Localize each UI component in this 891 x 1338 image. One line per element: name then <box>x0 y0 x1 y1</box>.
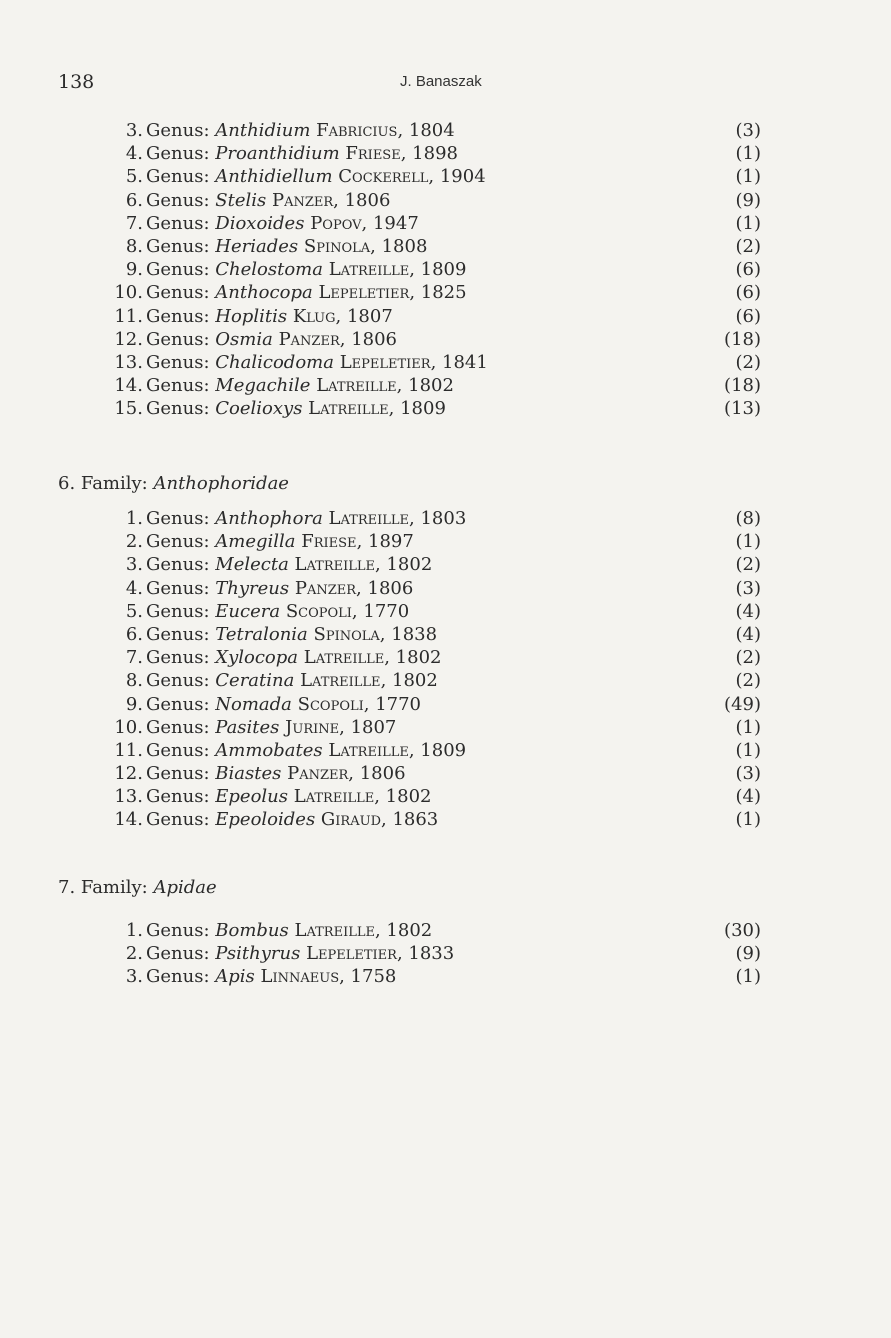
genus-label: Genus: <box>146 508 210 529</box>
genus-row <box>0 397 891 420</box>
row-number: 4. <box>125 577 143 599</box>
genus-year: , 1804 <box>397 120 455 141</box>
genus-label: Genus: <box>146 189 210 211</box>
row-number: 6. <box>125 189 143 211</box>
species-count: (1) <box>735 716 761 738</box>
genus-author: Fabricius <box>316 120 398 141</box>
row-number: 9. <box>125 259 143 281</box>
row-number: 3. <box>125 120 143 141</box>
species-count: (2) <box>735 670 761 692</box>
row-number: 11. <box>114 739 143 761</box>
genus-row <box>0 623 891 646</box>
genus-row <box>0 669 891 692</box>
genus-name: Anthidium <box>215 120 311 141</box>
genus-name: Chalicodoma <box>215 351 334 373</box>
genus-entry <box>146 577 413 600</box>
family-heading-apidae <box>58 876 217 900</box>
genus-name: Megachile <box>215 375 311 397</box>
genus-year: , 1758 <box>339 966 397 988</box>
species-count: (8) <box>735 508 761 529</box>
genus-year: , 1947 <box>361 212 419 234</box>
genus-entry <box>146 165 486 188</box>
genus-label: Genus: <box>146 554 210 576</box>
genus-name: Hoplitis <box>215 305 288 327</box>
genus-author: Latreille <box>328 508 410 529</box>
genus-list-continued <box>0 119 891 420</box>
genus-label: Genus: <box>146 120 210 141</box>
genus-entry <box>146 808 438 831</box>
family-name: Anthophoridae <box>153 473 289 494</box>
genus-name: Biastes <box>215 763 282 785</box>
genus-row <box>0 646 891 669</box>
genus-year: , 1806 <box>356 577 414 599</box>
row-number: 14. <box>114 809 143 831</box>
genus-label: Genus: <box>146 143 210 165</box>
genus-label: Genus: <box>146 259 210 281</box>
row-number: 7. <box>125 212 143 234</box>
row-number: 5. <box>125 600 143 622</box>
genus-entry <box>146 142 458 165</box>
genus-label: Genus: <box>146 966 210 988</box>
genus-author: Latreille <box>308 398 389 420</box>
genus-entry <box>146 623 437 646</box>
species-count: (13) <box>724 398 761 420</box>
genus-label: Genus: <box>146 739 210 761</box>
genus-year: , 1802 <box>374 786 432 808</box>
species-count: (18) <box>724 375 761 397</box>
genus-name: Thyreus <box>215 577 290 599</box>
row-number: 9. <box>125 693 143 715</box>
row-number: 10. <box>114 716 143 738</box>
genus-year: , 1803 <box>409 508 467 529</box>
genus-name: Dioxoides <box>215 212 305 234</box>
row-number: 3. <box>125 966 143 988</box>
genus-author: Spinola <box>313 623 380 645</box>
genus-year: , 1770 <box>363 693 422 715</box>
species-count: (2) <box>735 554 761 576</box>
genus-name: Chelostoma <box>215 259 323 281</box>
genus-entry <box>146 189 390 212</box>
row-number: 11. <box>114 305 143 327</box>
genus-label: Genus: <box>146 235 210 257</box>
genus-row <box>0 119 891 142</box>
genus-entry <box>146 328 397 351</box>
species-count: (3) <box>735 577 761 599</box>
genus-entry <box>146 785 432 808</box>
genus-name: Ceratina <box>215 670 295 692</box>
genus-entry <box>146 119 455 142</box>
row-number: 1. <box>125 920 143 941</box>
genus-year: , 1833 <box>396 943 455 965</box>
genus-name: Amegilla <box>215 531 296 553</box>
genus-row <box>0 258 891 281</box>
genus-name: Epeoloides <box>215 809 316 831</box>
genus-author: Lepeletier <box>318 282 410 304</box>
genus-author: Jurine <box>285 716 340 738</box>
species-count: (4) <box>735 623 761 645</box>
species-count: (2) <box>735 235 761 257</box>
genus-year: , 1808 <box>370 235 428 257</box>
genus-label: Genus: <box>146 763 210 785</box>
genus-name: Anthophora <box>215 508 323 529</box>
genus-author: Latreille <box>328 259 410 281</box>
genus-author: Panzer <box>294 577 357 599</box>
genus-entry <box>146 281 467 304</box>
genus-row <box>0 919 891 942</box>
species-count: (30) <box>724 920 761 941</box>
genus-row <box>0 165 891 188</box>
genus-list-anthophoridae <box>0 507 891 832</box>
family-number: 6. <box>58 473 76 494</box>
genus-name: Nomada <box>215 693 292 715</box>
genus-label: Genus: <box>146 212 210 234</box>
genus-author: Scopoli <box>297 693 364 715</box>
species-count: (9) <box>735 189 761 211</box>
genus-entry <box>146 762 406 785</box>
genus-label: Genus: <box>146 166 210 188</box>
genus-row <box>0 808 891 831</box>
genus-entry <box>146 351 488 374</box>
species-count: (3) <box>735 763 761 785</box>
genus-author: Latreille <box>316 375 397 397</box>
page-number: 138 <box>58 71 95 93</box>
genus-entry <box>146 397 446 420</box>
genus-author: Lepeletier <box>339 351 431 373</box>
genus-name: Pasites <box>215 716 280 738</box>
species-count: (6) <box>735 259 761 281</box>
species-count: (1) <box>735 212 761 234</box>
genus-row <box>0 600 891 623</box>
genus-entry <box>146 646 442 669</box>
genus-entry <box>146 507 466 530</box>
genus-name: Osmia <box>215 328 273 350</box>
species-count: (4) <box>735 600 761 622</box>
genus-author: Cockerell <box>338 166 429 188</box>
species-count: (9) <box>735 943 761 965</box>
genus-author: Latreille <box>294 920 375 941</box>
row-number: 8. <box>125 235 143 257</box>
genus-author: Latreille <box>300 670 381 692</box>
row-number: 14. <box>114 375 143 397</box>
genus-year: , 1898 <box>400 143 458 165</box>
genus-year: , 1897 <box>356 531 414 553</box>
genus-year: , 1806 <box>348 763 406 785</box>
genus-name: Psithyrus <box>215 943 301 965</box>
row-number: 12. <box>114 328 143 350</box>
genus-name: Anthidiellum <box>215 166 333 188</box>
row-number: 8. <box>125 670 143 692</box>
genus-entry <box>146 305 393 328</box>
genus-label: Genus: <box>146 398 210 420</box>
genus-name: Anthocopa <box>215 282 313 304</box>
genus-entry <box>146 739 466 762</box>
species-count: (1) <box>735 166 761 188</box>
genus-entry <box>146 600 409 623</box>
genus-row <box>0 142 891 165</box>
genus-author: Friese <box>345 143 401 165</box>
genus-row <box>0 739 891 762</box>
genus-author: Latreille <box>303 647 385 669</box>
genus-author: Latreille <box>294 554 376 576</box>
genus-label: Genus: <box>146 623 210 645</box>
genus-row <box>0 374 891 397</box>
genus-entry <box>146 965 396 988</box>
genus-label: Genus: <box>146 531 210 553</box>
row-number: 13. <box>114 351 143 373</box>
genus-year: , 1802 <box>380 670 438 692</box>
genus-entry <box>146 374 454 397</box>
genus-label: Genus: <box>146 328 210 350</box>
family-heading-anthophoridae <box>58 472 289 496</box>
genus-author: Lepeletier <box>306 943 397 965</box>
genus-name: Eucera <box>215 600 281 622</box>
genus-author: Linnaeus <box>260 966 340 988</box>
species-count: (4) <box>735 786 761 808</box>
row-number: 15. <box>114 398 143 420</box>
genus-name: Coelioxys <box>215 398 303 420</box>
row-number: 10. <box>114 282 143 304</box>
genus-year: , 1806 <box>339 328 398 350</box>
genus-row <box>0 762 891 785</box>
genus-year: , 1802 <box>396 375 454 397</box>
row-number: 13. <box>114 786 143 808</box>
genus-author: Panzer <box>287 763 349 785</box>
genus-label: Genus: <box>146 716 210 738</box>
genus-row <box>0 530 891 553</box>
genus-year: , 1802 <box>374 920 433 941</box>
genus-label: Genus: <box>146 600 210 622</box>
genus-entry <box>146 693 421 716</box>
genus-year: , 1802 <box>384 647 442 669</box>
family-label: Family: <box>80 877 148 898</box>
genus-year: , 1807 <box>335 305 393 327</box>
genus-author: Latreille <box>328 739 409 761</box>
row-number: 2. <box>125 531 143 553</box>
row-number: 6. <box>125 623 143 645</box>
genus-row <box>0 785 891 808</box>
genus-row <box>0 212 891 235</box>
genus-entry <box>146 258 466 281</box>
genus-row <box>0 693 891 716</box>
genus-entry <box>146 553 432 576</box>
species-count: (1) <box>735 739 761 761</box>
species-count: (2) <box>735 647 761 669</box>
genus-row <box>0 189 891 212</box>
genus-entry <box>146 530 414 553</box>
genus-entry <box>146 212 419 235</box>
species-count: (1) <box>735 966 761 988</box>
genus-year: , 1806 <box>333 189 391 211</box>
genus-row <box>0 235 891 258</box>
genus-label: Genus: <box>146 786 210 808</box>
species-count: (49) <box>724 693 761 715</box>
genus-name: Bombus <box>215 920 289 941</box>
species-count: (1) <box>735 143 761 165</box>
genus-label: Genus: <box>146 282 210 304</box>
species-count: (18) <box>724 328 761 350</box>
genus-author: Friese <box>301 531 357 553</box>
genus-name: Ammobates <box>215 739 323 761</box>
genus-author: Panzer <box>271 189 334 211</box>
genus-year: , 1838 <box>379 623 438 645</box>
genus-author: Giraud <box>320 809 381 831</box>
genus-row <box>0 553 891 576</box>
genus-author: Spinola <box>303 235 371 257</box>
genus-author: Popov <box>310 212 362 234</box>
genus-row <box>0 281 891 304</box>
genus-year: , 1809 <box>409 259 467 281</box>
genus-label: Genus: <box>146 809 210 831</box>
genus-year: , 1802 <box>375 554 433 576</box>
genus-label: Genus: <box>146 693 210 715</box>
species-count: (6) <box>735 282 761 304</box>
genus-row <box>0 965 891 988</box>
row-number: 1. <box>125 508 143 529</box>
genus-author: Panzer <box>278 328 340 350</box>
genus-label: Genus: <box>146 647 210 669</box>
genus-author: Scopoli <box>285 600 352 622</box>
genus-name: Heriades <box>215 235 299 257</box>
genus-name: Proanthidium <box>215 143 340 165</box>
genus-row <box>0 716 891 739</box>
genus-row <box>0 507 891 530</box>
genus-row <box>0 942 891 965</box>
genus-year: , 1825 <box>409 282 467 304</box>
row-number: 12. <box>114 763 143 785</box>
genus-year: , 1904 <box>428 166 486 188</box>
genus-name: Apis <box>215 966 255 988</box>
family-name: Apidae <box>153 877 217 898</box>
genus-entry <box>146 235 427 258</box>
row-number: 7. <box>125 647 143 669</box>
row-number: 5. <box>125 166 143 188</box>
genus-author: Klug <box>292 305 336 327</box>
genus-label: Genus: <box>146 305 210 327</box>
row-number: 4. <box>125 143 143 165</box>
genus-entry <box>146 942 454 965</box>
running-head: J. Banaszak <box>400 73 482 90</box>
genus-entry <box>146 669 438 692</box>
species-count: (3) <box>735 120 761 141</box>
genus-row <box>0 577 891 600</box>
genus-list-apidae <box>0 919 891 989</box>
genus-label: Genus: <box>146 943 210 965</box>
genus-label: Genus: <box>146 375 210 397</box>
species-count: (1) <box>735 531 761 553</box>
family-label: Family: <box>80 473 148 494</box>
genus-row <box>0 328 891 351</box>
genus-year: , 1841 <box>430 351 488 373</box>
genus-name: Tetralonia <box>215 623 308 645</box>
genus-year: , 1863 <box>381 809 439 831</box>
genus-year: , 1807 <box>339 716 397 738</box>
row-number: 3. <box>125 554 143 576</box>
genus-author: Latreille <box>293 786 375 808</box>
genus-name: Epeolus <box>215 786 289 808</box>
genus-year: , 1809 <box>408 739 467 761</box>
genus-label: Genus: <box>146 351 210 373</box>
genus-row <box>0 351 891 374</box>
family-number: 7. <box>58 877 76 898</box>
species-count: (2) <box>735 351 761 373</box>
species-count: (1) <box>735 809 761 831</box>
genus-year: , 1809 <box>388 398 446 420</box>
genus-name: Melecta <box>215 554 289 576</box>
genus-label: Genus: <box>146 670 210 692</box>
species-count: (6) <box>735 305 761 327</box>
genus-row <box>0 305 891 328</box>
genus-name: Xylocopa <box>215 647 299 669</box>
row-number: 2. <box>125 943 143 965</box>
genus-entry <box>146 716 396 739</box>
genus-label: Genus: <box>146 577 210 599</box>
genus-year: , 1770 <box>351 600 410 622</box>
genus-label: Genus: <box>146 920 210 941</box>
genus-name: Stelis <box>215 189 267 211</box>
genus-entry <box>146 919 432 942</box>
